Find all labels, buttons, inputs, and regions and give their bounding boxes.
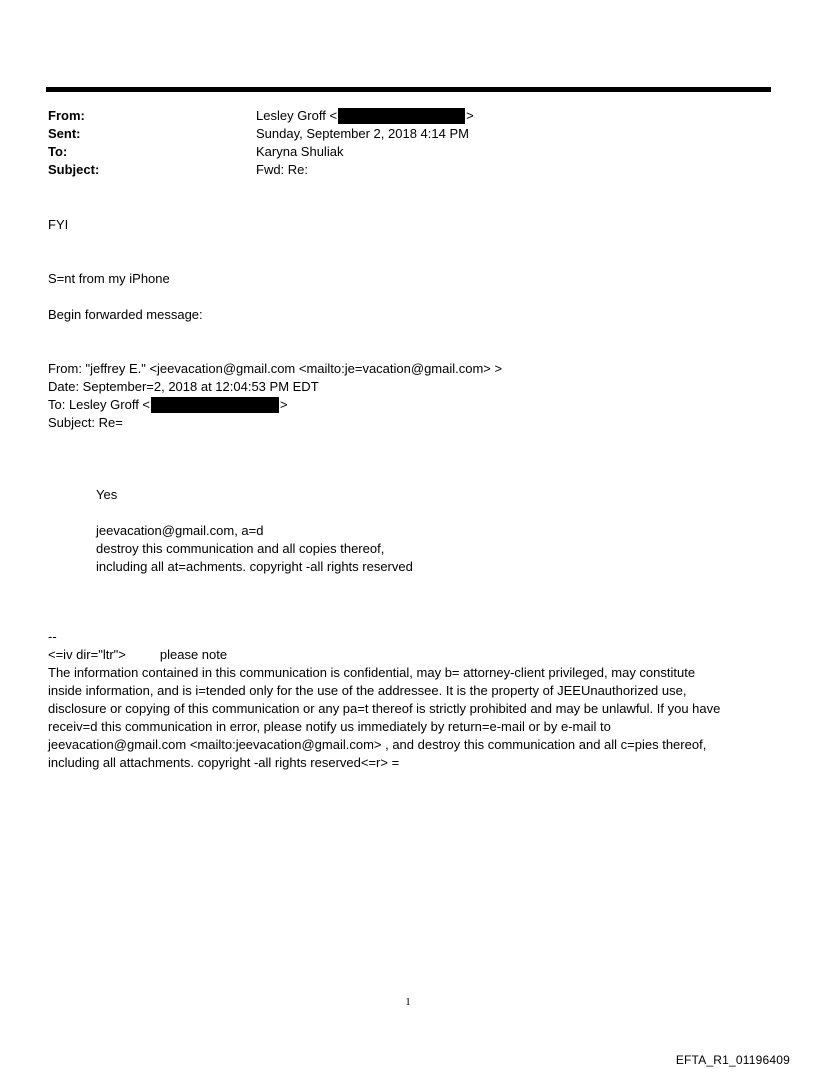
from-close: > [466,108,474,123]
please-note-text: please note [159,647,228,662]
redaction-box [338,108,465,124]
document-id: EFTA_R1_01196409 [675,1053,790,1067]
signature-separator: -- [48,629,57,644]
sent-value: Sunday, September 2, 2018 4:14 PM [256,126,469,141]
disclaimer-line: jeevacation@gmail.com <mailto:jeevacation@gmail.com> , and destroy this communication and all c=pies thereof, [48,737,707,752]
reply-line-3: including all at=achments. copyright -all rights reserved [96,559,413,574]
from-name: Lesley Groff < [256,108,338,123]
disclaimer-line: receiv=d this communication in error, please notify us immediately by return=e-mail or by e-mail to [48,719,611,734]
disclaimer-block [48,646,778,772]
forwarded-to-suffix: > [280,397,288,412]
sent-label: Sent: [48,126,81,141]
from-label: From: [48,108,85,123]
forwarded-to-line [48,396,288,414]
email-header [48,107,474,179]
fyi-text: FYI [48,217,69,232]
header-divider [46,87,771,92]
to-row [48,143,474,161]
reply-yes: Yes [96,487,118,502]
disclaimer-line: inside information, and is i=tended only for the use of the addressee. It is the property of JEEUnauthorized use, [48,683,687,698]
disclaimer-line: disclosure or copying of this communication or any pa=t thereof is strictly prohibited and may be unlawful. If you have [48,701,721,716]
reply-line-2: destroy this communication and all copies thereof, [96,541,385,556]
sent-row [48,125,474,143]
redaction-box [151,397,279,413]
forwarded-from-line: From: "jeffrey E." <jeevacation@gmail.com <mailto:je=vacation@gmail.com> > [48,361,503,376]
div-tag-text: <=iv dir="ltr"> [48,647,126,662]
disclaimer-line: The information contained in this communication is confidential, may b= attorney-client privileged, may constitute [48,665,696,680]
disclaimer-intro [48,646,778,664]
forwarded-subject-line: Subject: Re= [48,415,123,430]
subject-label: Subject: [48,162,100,177]
forwarded-date-line: Date: September=2, 2018 at 12:04:53 PM EDT [48,379,319,394]
to-label: To: [48,144,68,159]
to-value: Karyna Shuliak [256,144,344,159]
from-value [256,107,474,125]
from-row [48,107,474,125]
subject-value: Fwd: Re: [256,162,309,177]
sent-from-text: S=nt from my iPhone [48,271,170,286]
reply-line-1: jeevacation@gmail.com, a=d [96,523,264,538]
begin-forwarded-text: Begin forwarded message: [48,307,203,322]
subject-row [48,161,474,179]
disclaimer-line: including all attachments. copyright -all rights reserved<=r> = [48,755,400,770]
page-number: 1 [405,996,411,1008]
forwarded-to-prefix: To: Lesley Groff < [48,397,151,412]
